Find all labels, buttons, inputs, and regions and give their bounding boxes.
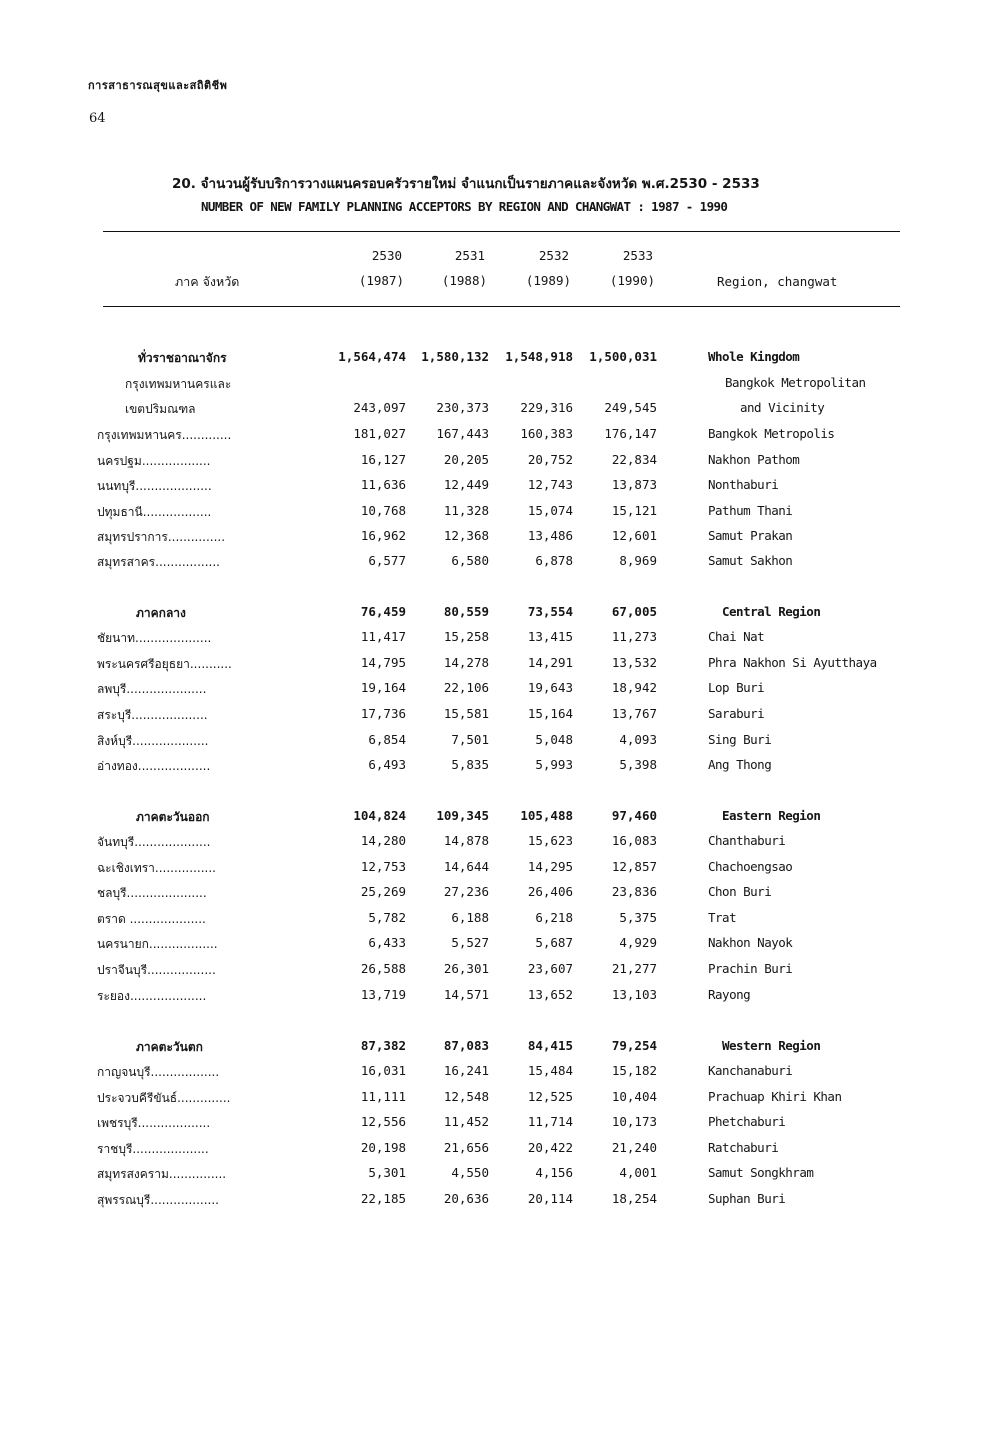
thai-name-cell: ราชบุรี....................: [97, 1142, 209, 1156]
table-row: [0, 1165, 990, 1185]
value-cell: 4,001: [619, 1165, 657, 1180]
value-cell: 5,687: [535, 935, 573, 950]
english-name-cell: Bangkok Metropolitan: [725, 375, 866, 390]
value-cell: 4,550: [451, 1165, 489, 1180]
table-row: [0, 1191, 990, 1211]
value-cell: 20,205: [443, 452, 489, 467]
value-cell: 10,404: [611, 1089, 657, 1104]
english-name-cell: Phra Nakhon Si Ayutthaya: [708, 655, 877, 670]
value-cell: 12,368: [443, 528, 489, 543]
value-cell: 80,559: [443, 604, 489, 619]
table-row: [0, 375, 990, 395]
value-cell: 22,106: [443, 680, 489, 695]
table-row: [0, 706, 990, 726]
table-row: [0, 477, 990, 497]
english-name-cell: Pathum Thani: [708, 503, 793, 518]
value-cell: 5,527: [451, 935, 489, 950]
english-name-cell: Whole Kingdom: [708, 349, 800, 364]
value-cell: 87,382: [360, 1038, 406, 1053]
thai-name-cell: อ่างทอง...................: [97, 759, 211, 773]
value-cell: 6,493: [368, 757, 406, 772]
header-year-be-1: 2530: [371, 248, 402, 263]
english-name-cell: Ratchaburi: [708, 1140, 779, 1155]
value-cell: 4,156: [535, 1165, 573, 1180]
value-cell: 5,993: [535, 757, 573, 772]
table-row: [0, 503, 990, 523]
table-row: [0, 961, 990, 981]
thai-name-cell: นครนายก..................: [97, 937, 218, 951]
table-row: [0, 757, 990, 777]
table-row: [0, 553, 990, 573]
english-name-cell: Suphan Buri: [708, 1191, 786, 1206]
english-name-cell: and Vicinity: [740, 400, 825, 415]
value-cell: 5,835: [451, 757, 489, 772]
value-cell: 18,254: [611, 1191, 657, 1206]
table-row: [0, 1140, 990, 1160]
value-cell: 11,636: [360, 477, 406, 492]
thai-name-cell: ฉะเชิงเทรา................: [97, 861, 216, 875]
thai-name-cell: เขตปริมณฑล: [125, 402, 196, 416]
header-region-thai: ภาค จังหวัด: [175, 274, 240, 289]
value-cell: 14,571: [443, 987, 489, 1002]
value-cell: 13,532: [611, 655, 657, 670]
header-year-ce-4: (1990): [609, 273, 655, 288]
table-row: [0, 400, 990, 420]
value-cell: 15,182: [611, 1063, 657, 1078]
value-cell: 73,554: [527, 604, 573, 619]
value-cell: 10,768: [360, 503, 406, 518]
value-cell: 16,083: [611, 833, 657, 848]
value-cell: 14,878: [443, 833, 489, 848]
value-cell: 15,121: [611, 503, 657, 518]
thai-name-cell: ระยอง....................: [97, 989, 207, 1003]
value-cell: 1,580,132: [421, 349, 489, 364]
value-cell: 16,962: [360, 528, 406, 543]
thai-name-cell: สมุทรสาคร.................: [97, 555, 220, 569]
value-cell: 21,656: [443, 1140, 489, 1155]
value-cell: 5,375: [619, 910, 657, 925]
english-name-cell: Phetchaburi: [708, 1114, 786, 1129]
value-cell: 13,486: [527, 528, 573, 543]
english-name-cell: Prachin Buri: [708, 961, 793, 976]
value-cell: 13,873: [611, 477, 657, 492]
value-cell: 109,345: [436, 808, 489, 823]
english-name-cell: Nakhon Nayok: [708, 935, 793, 950]
page-number: 64: [89, 111, 106, 126]
thai-name-cell: เพชรบุรี...................: [97, 1116, 211, 1130]
thai-name-cell: ปทุมธานี..................: [97, 505, 212, 519]
table-row: [0, 629, 990, 649]
value-cell: 6,218: [535, 910, 573, 925]
table-row: [0, 732, 990, 752]
value-cell: 17,736: [360, 706, 406, 721]
header-year-ce-2: (1988): [441, 273, 487, 288]
value-cell: 15,074: [527, 503, 573, 518]
value-cell: 13,415: [527, 629, 573, 644]
header-year-ce-1: (1987): [358, 273, 404, 288]
value-cell: 76,459: [360, 604, 406, 619]
table-row: [0, 1063, 990, 1083]
value-cell: 19,164: [360, 680, 406, 695]
value-cell: 11,273: [611, 629, 657, 644]
value-cell: 27,236: [443, 884, 489, 899]
thai-name-cell: ประจวบคีรีขันธ์..............: [97, 1091, 231, 1105]
value-cell: 6,854: [368, 732, 406, 747]
english-name-cell: Saraburi: [708, 706, 765, 721]
value-cell: 20,752: [527, 452, 573, 467]
thai-name-cell: สุพรรณบุรี..................: [97, 1193, 219, 1207]
value-cell: 26,406: [527, 884, 573, 899]
value-cell: 15,623: [527, 833, 573, 848]
value-cell: 15,164: [527, 706, 573, 721]
header-region-english: Region, changwat: [717, 274, 838, 289]
thai-name-cell: กาญจนบุรี..................: [97, 1065, 220, 1079]
value-cell: 6,433: [368, 935, 406, 950]
value-cell: 20,636: [443, 1191, 489, 1206]
table-row: [0, 910, 990, 930]
english-name-cell: Samut Sakhon: [708, 553, 793, 568]
value-cell: 12,753: [360, 859, 406, 874]
value-cell: 11,452: [443, 1114, 489, 1129]
thai-name-cell: จันทบุรี....................: [97, 835, 211, 849]
table-row: [0, 680, 990, 700]
value-cell: 14,644: [443, 859, 489, 874]
value-cell: 18,942: [611, 680, 657, 695]
table-title-thai: 20. จำนวนผู้รับบริการวางแผนครอบครัวรายใหม่ จำแนกเป็นรายภาคและจังหวัด พ.ศ.2530 - 2533: [172, 176, 760, 192]
value-cell: 243,097: [353, 400, 406, 415]
value-cell: 104,824: [353, 808, 406, 823]
english-name-cell: Trat: [708, 910, 737, 925]
value-cell: 13,719: [360, 987, 406, 1002]
thai-name-cell: ปราจีนบุรี..................: [97, 963, 216, 977]
value-cell: 5,048: [535, 732, 573, 747]
value-cell: 67,005: [611, 604, 657, 619]
region-row: [0, 808, 990, 828]
english-name-cell: Samut Prakan: [708, 528, 793, 543]
thai-name-cell: ชัยนาท....................: [97, 631, 212, 645]
value-cell: 6,580: [451, 553, 489, 568]
value-cell: 12,449: [443, 477, 489, 492]
english-name-cell: Kanchanaburi: [708, 1063, 793, 1078]
value-cell: 13,767: [611, 706, 657, 721]
thai-name-cell: พระนครศรีอยุธยา...........: [97, 657, 232, 671]
value-cell: 12,525: [527, 1089, 573, 1104]
thai-name-cell: ตราด ....................: [97, 912, 206, 926]
value-cell: 16,241: [443, 1063, 489, 1078]
english-name-cell: Ang Thong: [708, 757, 772, 772]
value-cell: 1,548,918: [505, 349, 573, 364]
table-row: [0, 528, 990, 548]
english-name-cell: Prachuap Khiri Khan: [708, 1089, 842, 1104]
thai-name-cell: ภาคกลาง: [136, 606, 186, 620]
value-cell: 7,501: [451, 732, 489, 747]
table-row: [0, 859, 990, 879]
english-name-cell: Chon Buri: [708, 884, 772, 899]
value-cell: 23,836: [611, 884, 657, 899]
value-cell: 11,417: [360, 629, 406, 644]
header-year-be-3: 2532: [538, 248, 569, 263]
english-name-cell: Chai Nat: [708, 629, 765, 644]
value-cell: 97,460: [611, 808, 657, 823]
thai-name-cell: สระบุรี....................: [97, 708, 208, 722]
english-name-cell: Chanthaburi: [708, 833, 786, 848]
value-cell: 84,415: [527, 1038, 573, 1053]
english-name-cell: Western Region: [722, 1038, 821, 1053]
value-cell: 14,795: [360, 655, 406, 670]
thai-name-cell: กรุงเทพมหานครและ: [125, 377, 232, 391]
value-cell: 11,111: [360, 1089, 406, 1104]
value-cell: 12,548: [443, 1089, 489, 1104]
value-cell: 4,929: [619, 935, 657, 950]
value-cell: 21,240: [611, 1140, 657, 1155]
english-name-cell: Sing Buri: [708, 732, 772, 747]
english-name-cell: Eastern Region: [722, 808, 821, 823]
english-name-cell: Central Region: [722, 604, 821, 619]
value-cell: 13,103: [611, 987, 657, 1002]
thai-name-cell: กรุงเทพมหานคร.............: [97, 428, 232, 442]
value-cell: 12,601: [611, 528, 657, 543]
value-cell: 249,545: [604, 400, 657, 415]
thai-name-cell: ทั่วราชอาณาจักร: [138, 351, 227, 365]
value-cell: 19,643: [527, 680, 573, 695]
total-row: [0, 349, 990, 369]
table-row: [0, 655, 990, 675]
value-cell: 12,743: [527, 477, 573, 492]
value-cell: 6,878: [535, 553, 573, 568]
region-row: [0, 1038, 990, 1058]
value-cell: 20,198: [360, 1140, 406, 1155]
thai-name-cell: ชลบุรี.....................: [97, 886, 207, 900]
table-row: [0, 987, 990, 1007]
value-cell: 229,316: [520, 400, 573, 415]
english-name-cell: Nakhon Pathom: [708, 452, 800, 467]
table-row: [0, 1114, 990, 1134]
value-cell: 14,295: [527, 859, 573, 874]
thai-name-cell: นนทบุรี....................: [97, 479, 212, 493]
value-cell: 15,581: [443, 706, 489, 721]
value-cell: 5,782: [368, 910, 406, 925]
value-cell: 79,254: [611, 1038, 657, 1053]
value-cell: 1,564,474: [338, 349, 406, 364]
value-cell: 181,027: [353, 426, 406, 441]
value-cell: 22,185: [360, 1191, 406, 1206]
value-cell: 20,422: [527, 1140, 573, 1155]
value-cell: 26,588: [360, 961, 406, 976]
value-cell: 1,500,031: [589, 349, 657, 364]
value-cell: 4,093: [619, 732, 657, 747]
value-cell: 11,714: [527, 1114, 573, 1129]
value-cell: 26,301: [443, 961, 489, 976]
value-cell: 5,301: [368, 1165, 406, 1180]
value-cell: 10,173: [611, 1114, 657, 1129]
english-name-cell: Bangkok Metropolis: [708, 426, 835, 441]
value-cell: 16,031: [360, 1063, 406, 1078]
table-row: [0, 884, 990, 904]
value-cell: 8,969: [619, 553, 657, 568]
thai-name-cell: ลพบุรี.....................: [97, 682, 207, 696]
value-cell: 20,114: [527, 1191, 573, 1206]
thai-name-cell: ภาคตะวันออก: [136, 810, 210, 824]
value-cell: 12,857: [611, 859, 657, 874]
value-cell: 230,373: [436, 400, 489, 415]
table-row: [0, 1089, 990, 1109]
table-row: [0, 833, 990, 853]
thai-name-cell: นครปฐม..................: [97, 454, 211, 468]
english-name-cell: Lop Buri: [708, 680, 765, 695]
region-row: [0, 604, 990, 624]
value-cell: 14,280: [360, 833, 406, 848]
english-name-cell: Nonthaburi: [708, 477, 779, 492]
header-year-be-4: 2533: [622, 248, 653, 263]
english-name-cell: Chachoengsao: [708, 859, 793, 874]
table-title-english: NUMBER OF NEW FAMILY PLANNING ACCEPTORS BY REGION AND CHANGWAT : 1987 - 1990: [201, 199, 728, 214]
value-cell: 12,556: [360, 1114, 406, 1129]
value-cell: 13,652: [527, 987, 573, 1002]
thai-name-cell: สมุทรสงคราม...............: [97, 1167, 227, 1181]
table-row: [0, 935, 990, 955]
thai-name-cell: ภาคตะวันตก: [136, 1040, 203, 1054]
table-row: [0, 452, 990, 472]
thai-name-cell: สิงห์บุรี....................: [97, 734, 209, 748]
value-cell: 14,291: [527, 655, 573, 670]
value-cell: 22,834: [611, 452, 657, 467]
value-cell: 5,398: [619, 757, 657, 772]
value-cell: 21,277: [611, 961, 657, 976]
thai-name-cell: สมุทรปราการ...............: [97, 530, 226, 544]
value-cell: 25,269: [360, 884, 406, 899]
value-cell: 167,443: [436, 426, 489, 441]
value-cell: 6,577: [368, 553, 406, 568]
header-year-ce-3: (1989): [525, 273, 571, 288]
page-header: การสาธารณสุขและสถิติชีพ: [88, 79, 228, 92]
value-cell: 6,188: [451, 910, 489, 925]
header-year-be-2: 2531: [454, 248, 485, 263]
value-cell: 160,383: [520, 426, 573, 441]
value-cell: 23,607: [527, 961, 573, 976]
table-row: [0, 426, 990, 446]
english-name-cell: Rayong: [708, 987, 751, 1002]
value-cell: 87,083: [443, 1038, 489, 1053]
value-cell: 15,484: [527, 1063, 573, 1078]
value-cell: 14,278: [443, 655, 489, 670]
value-cell: 11,328: [443, 503, 489, 518]
value-cell: 15,258: [443, 629, 489, 644]
value-cell: 105,488: [520, 808, 573, 823]
english-name-cell: Samut Songkhram: [708, 1165, 814, 1180]
value-cell: 176,147: [604, 426, 657, 441]
value-cell: 16,127: [360, 452, 406, 467]
